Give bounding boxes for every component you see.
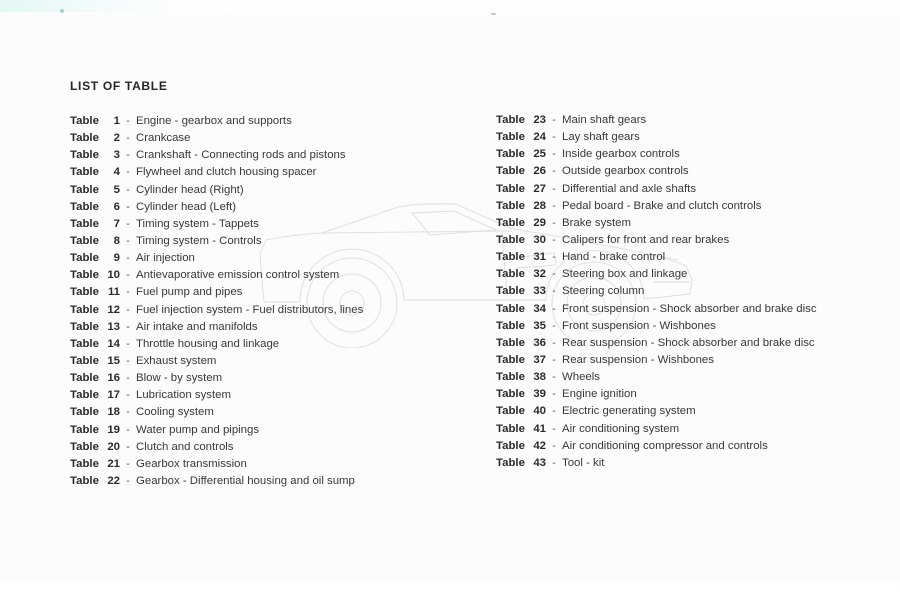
table-entry [496, 421, 817, 438]
table-entry [70, 336, 363, 353]
table-entry [70, 164, 363, 181]
table-entry-description: Steering box and linkage [562, 268, 688, 281]
table-entry-description: Gearbox - Differential housing and oil sump [136, 474, 355, 487]
table-entry-label: Table [496, 131, 525, 144]
table-entry [496, 181, 817, 198]
table-entry-number: 6 [113, 200, 120, 213]
table-entry-label: Table [496, 336, 525, 349]
table-entry-number: 4 [113, 166, 120, 179]
table-entry-number: 26 [533, 165, 546, 178]
table-entry-number: 25 [533, 148, 546, 161]
table-entry-label: Table [496, 456, 525, 469]
table-entry-label: Table [496, 353, 525, 366]
table-entry-number: 10 [107, 269, 120, 282]
table-entry-dash: - [126, 166, 130, 179]
table-entry [70, 302, 363, 319]
table-entry-dash: - [552, 165, 556, 178]
table-entry [496, 301, 817, 318]
table-entry-label: Table [70, 252, 99, 265]
table-entry-description: Crankcase [136, 132, 191, 145]
table-entry-label: Table [70, 423, 99, 436]
table-entry-label: Table [496, 114, 525, 126]
table-entry-dash: - [552, 233, 556, 246]
table-entry-dash: - [126, 132, 130, 145]
table-entry-description: Lubrication system [136, 389, 231, 402]
table-entry-label: Table [496, 165, 525, 178]
table-entry-dash: - [552, 336, 556, 349]
table-entry-dash: - [552, 199, 556, 212]
table-entry-dash: - [552, 131, 556, 144]
table-entry-number: 8 [113, 234, 120, 247]
table-entry-description: Air conditioning compressor and controls [562, 439, 768, 452]
table-entry-label: Table [496, 216, 525, 229]
table-entry-number: 37 [533, 353, 546, 366]
table-entry-dash: - [126, 389, 130, 402]
table-entry-description: Main shaft gears [562, 114, 647, 126]
table-entry-number: 38 [533, 371, 546, 384]
table-entry-label: Table [496, 285, 525, 298]
table-entry-label: Table [496, 199, 525, 212]
table-entry-label: Table [496, 439, 525, 452]
table-entry-dash: - [126, 200, 130, 213]
table-entry-label: Table [496, 319, 525, 332]
table-entry-description: Tool - kit [562, 456, 605, 469]
table-entry [70, 456, 363, 473]
table-entry-description: Blow - by system [136, 372, 223, 385]
scan-bottom-margin [0, 581, 900, 597]
table-entry-description: Flywheel and clutch housing spacer [136, 166, 317, 179]
table-entry-description: Electric generating system [562, 405, 696, 418]
table-entry-dash: - [126, 354, 130, 367]
table-entry-label: Table [70, 406, 99, 419]
table-entry-label: Table [70, 269, 99, 282]
table-entry [496, 455, 817, 472]
table-entry-number: 17 [107, 389, 120, 402]
table-entry-description: Fuel injection system - Fuel distributors, lines [136, 303, 364, 316]
table-entry [496, 129, 817, 146]
table-entry-dash: - [126, 337, 130, 350]
table-entry [70, 130, 363, 147]
table-entry-description: Fuel pump and pipes [136, 286, 243, 299]
scan-artifact-gray-speck [491, 13, 496, 15]
table-entry-number: 24 [533, 131, 546, 144]
table-entry-description: Throttle housing and linkage [136, 337, 280, 350]
table-entry [70, 370, 363, 387]
table-entry-description: Pedal board - Brake and clutch controls [562, 199, 762, 212]
table-entry-description: Cylinder head (Left) [136, 200, 237, 213]
table-entry-description: Timing system - Controls [136, 234, 262, 247]
table-entry [70, 250, 363, 267]
table-entry [496, 232, 817, 249]
table-entry-label: Table [70, 337, 99, 350]
table-entry-dash: - [552, 456, 556, 469]
table-entry-number: 16 [107, 372, 120, 385]
table-entry-label: Table [70, 200, 99, 213]
table-entry-description: Steering column [562, 285, 645, 298]
table-entry [70, 319, 363, 336]
table-entry-dash: - [552, 285, 556, 298]
table-entry-description: Antievaporative emission control system [136, 269, 340, 282]
table-entry [496, 403, 817, 420]
table-entry-label: Table [70, 217, 99, 230]
table-entry-description: Air injection [136, 252, 195, 265]
table-entry [70, 353, 363, 370]
table-entry-dash: - [552, 182, 556, 195]
table-entry-dash: - [552, 439, 556, 452]
table-entry-number: 18 [107, 406, 120, 419]
table-entry-label: Table [496, 148, 525, 161]
table-entry-label: Table [70, 132, 99, 145]
table-entry-label: Table [70, 183, 99, 196]
table-entry-dash: - [126, 457, 130, 470]
table-entry-description: Clutch and controls [136, 440, 234, 453]
table-entry-number: 27 [533, 182, 546, 195]
table-entry [496, 438, 817, 455]
table-entry-description: Cylinder head (Right) [136, 183, 244, 196]
table-entry-label: Table [70, 149, 99, 162]
table-entry-dash: - [552, 405, 556, 418]
table-entry [496, 386, 817, 403]
table-entry-description: Front suspension - Wishbones [562, 319, 716, 332]
table-entry-label: Table [70, 372, 99, 385]
table-entry [70, 199, 363, 216]
table-entry [70, 216, 363, 233]
table-entry-description: Inside gearbox controls [562, 148, 680, 161]
table-entry [496, 146, 817, 163]
table-entry-label: Table [70, 286, 99, 299]
table-entry-description: Rear suspension - Shock absorber and brake disc [562, 336, 815, 349]
table-entry [496, 266, 817, 283]
table-entry-dash: - [552, 148, 556, 161]
table-entry-description: Front suspension - Shock absorber and brake disc [562, 302, 817, 315]
table-entry-description: Air conditioning system [562, 422, 680, 435]
table-entry-number: 41 [533, 422, 546, 435]
table-entry-number: 33 [533, 285, 546, 298]
table-entry-dash: - [126, 303, 130, 316]
scan-artifact-cyan [0, 0, 235, 12]
table-entry-number: 3 [113, 149, 120, 162]
table-entry-number: 35 [533, 319, 546, 332]
table-entry-number: 5 [113, 183, 120, 196]
table-entry-number: 21 [107, 457, 120, 470]
table-entry-dash: - [552, 422, 556, 435]
page-title: LIST OF TABLE [70, 79, 168, 93]
table-entry-description: Crankshaft - Connecting rods and pistons [136, 149, 346, 162]
table-entry-number: 42 [533, 439, 546, 452]
table-entry-label: Table [496, 251, 525, 264]
table-entry [70, 113, 363, 130]
table-entry-number: 22 [107, 474, 120, 487]
table-entry [496, 112, 817, 129]
table-entry-number: 2 [113, 132, 120, 145]
table-entry-number: 23 [533, 114, 546, 126]
table-entry-description: Lay shaft gears [562, 131, 640, 144]
table-entry [496, 318, 817, 335]
table-entry-dash: - [552, 302, 556, 315]
table-entry-number: 32 [533, 268, 546, 281]
table-entry-label: Table [70, 354, 99, 367]
table-entry-dash: - [126, 440, 130, 453]
table-entry-label: Table [496, 388, 525, 401]
table-entry-dash: - [552, 251, 556, 264]
table-entry-label: Table [496, 233, 525, 246]
table-entry [496, 163, 817, 180]
table-entry [70, 147, 363, 164]
table-entry-description: Gearbox transmission [136, 457, 247, 470]
table-entry-number: 13 [107, 320, 120, 333]
table-entry-number: 40 [533, 405, 546, 418]
table-entry [496, 335, 817, 352]
table-entry [70, 473, 363, 490]
table-entry-number: 7 [113, 217, 120, 230]
table-entry-description: Cooling system [136, 406, 214, 419]
table-entry-description: Timing system - Tappets [136, 217, 259, 230]
table-entry-description: Engine - gearbox and supports [136, 115, 292, 127]
table-entry-label: Table [70, 320, 99, 333]
table-entry-dash: - [126, 234, 130, 247]
table-entry-dash: - [126, 474, 130, 487]
table-entry-dash: - [552, 353, 556, 366]
table-entry-label: Table [70, 457, 99, 470]
table-entry-number: 43 [533, 456, 546, 469]
table-entry [496, 249, 817, 266]
table-entry [496, 352, 817, 369]
table-entry-description: Engine ignition [562, 388, 637, 401]
table-entry-label: Table [496, 302, 525, 315]
table-entry-number: 39 [533, 388, 546, 401]
table-entry-number: 15 [107, 354, 120, 367]
table-entry-label: Table [70, 303, 99, 316]
table-entry-dash: - [126, 252, 130, 265]
table-entry-description: Differential and axle shafts [562, 182, 697, 195]
table-entry-number: 14 [107, 337, 120, 350]
table-entry-dash: - [126, 183, 130, 196]
table-entry-dash: - [552, 268, 556, 281]
table-entry-dash: - [126, 269, 130, 282]
table-entry [70, 233, 363, 250]
table-entry-dash: - [126, 372, 130, 385]
table-entry-description: Exhaust system [136, 354, 217, 367]
table-entry-dash: - [126, 115, 130, 127]
table-entry-dash: - [552, 114, 556, 126]
table-entry-dash: - [126, 320, 130, 333]
table-entry-dash: - [126, 423, 130, 436]
table-entry-number: 29 [533, 216, 546, 229]
scan-artifact-teal-speck [60, 9, 64, 13]
table-entry-description: Wheels [562, 371, 600, 384]
table-entry-description: Calipers for front and rear brakes [562, 233, 730, 246]
table-entry-dash: - [126, 406, 130, 419]
table-entry-number: 30 [533, 233, 546, 246]
table-entry [70, 422, 363, 439]
table-entry-dash: - [126, 217, 130, 230]
table-entry-dash: - [126, 286, 130, 299]
table-entry-number: 9 [113, 252, 120, 265]
table-entry [496, 198, 817, 215]
table-entry-label: Table [496, 422, 525, 435]
table-entry-number: 11 [107, 286, 120, 299]
table-entry-description: Air intake and manifolds [136, 320, 258, 333]
table-entry-label: Table [70, 440, 99, 453]
table-entry-label: Table [496, 371, 525, 384]
table-entry-label: Table [496, 268, 525, 281]
table-entry-label: Table [496, 182, 525, 195]
table-entry [496, 283, 817, 300]
toc-left-column [70, 113, 363, 490]
table-entry-dash: - [126, 149, 130, 162]
table-entry-label: Table [70, 166, 99, 179]
table-entry-description: Rear suspension - Wishbones [562, 353, 714, 366]
table-entry-number: 19 [107, 423, 120, 436]
table-entry-label: Table [70, 389, 99, 402]
table-entry-label: Table [70, 234, 99, 247]
table-entry-dash: - [552, 388, 556, 401]
table-entry-description: Water pump and pipings [136, 423, 260, 436]
table-entry-number: 36 [533, 336, 546, 349]
table-entry [70, 182, 363, 199]
table-entry-number: 31 [533, 251, 546, 264]
table-entry [496, 369, 817, 386]
table-entry-number: 20 [107, 440, 120, 453]
table-entry-description: Outside gearbox controls [562, 165, 689, 178]
table-entry [70, 439, 363, 456]
table-entry [70, 267, 363, 284]
table-entry [496, 215, 817, 232]
table-entry-label: Table [496, 405, 525, 418]
table-entry-number: 12 [107, 303, 120, 316]
table-entry-label: Table [70, 115, 99, 127]
table-entry-description: Brake system [562, 216, 631, 229]
table-entry-number: 28 [533, 199, 546, 212]
table-entry [70, 387, 363, 404]
table-entry-dash: - [552, 371, 556, 384]
table-entry [70, 284, 363, 301]
table-entry-dash: - [552, 319, 556, 332]
table-entry-label: Table [70, 474, 99, 487]
table-entry [70, 404, 363, 421]
toc-right-column [496, 112, 817, 472]
table-entry-number: 1 [113, 115, 120, 127]
table-entry-number: 34 [533, 302, 546, 315]
table-entry-dash: - [552, 216, 556, 229]
table-entry-description: Hand - brake control [562, 251, 666, 264]
